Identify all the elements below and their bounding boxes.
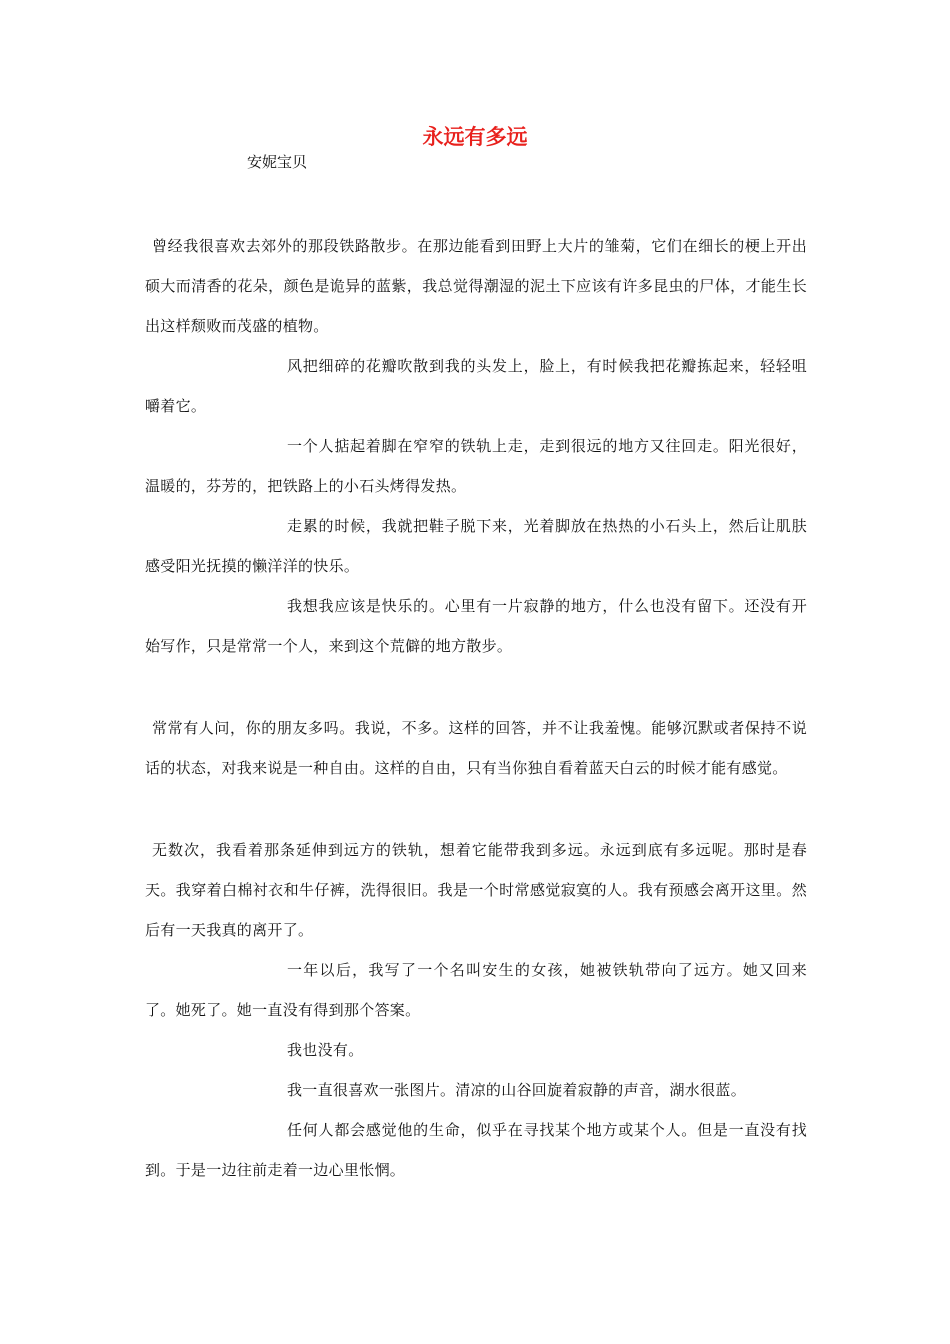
paragraph: 一个人掂起着脚在窄窄的铁轨上走，走到很远的地方又往回走。阳光很好，温暖的，芬芳的，把铁路上的小石头烤得发热。 (145, 437, 807, 495)
paragraph: 任何人都会感觉他的生命，似乎在寻找某个地方或某个人。但是一直没有找到。于是一边往前走着一边心里怅惘。 (145, 1121, 807, 1179)
page-title: 永远有多远 (422, 125, 528, 149)
paragraph: 无数次，我看着那条延伸到远方的铁轨，想着它能带我到多远。永远到底有多远呢。那时是春天。我穿着白棉衬衣和牛仔裤，洗得很旧。我是一个时常感觉寂寞的人。我有预感会离开这里。然后有一天我真的离开了。 (145, 841, 807, 939)
paragraph: 我一直很喜欢一张图片。清凉的山谷回旋着寂静的声音，湖水很蓝。 (287, 1081, 747, 1099)
paragraph: 我也没有。 (287, 1041, 364, 1059)
paragraph: 曾经我很喜欢去郊外的那段铁路散步。在那边能看到田野上大片的雏菊，它们在细长的梗上开出硕大而清香的花朵，颜色是诡异的蓝紫，我总觉得潮湿的泥土下应该有许多昆虫的尸体，才能生长出这样颓败而茂盛的植物。 (145, 237, 807, 335)
paragraph: 走累的时候，我就把鞋子脱下来，光着脚放在热热的小石头上，然后让肌肤感受阳光抚摸的懒洋洋的快乐。 (145, 517, 807, 575)
paragraph: 我想我应该是快乐的。心里有一片寂静的地方，什么也没有留下。还没有开始写作，只是常常一个人，来到这个荒僻的地方散步。 (145, 597, 807, 655)
article-body (145, 226, 807, 1190)
paragraph: 一年以后，我写了一个名叫安生的女孩，她被铁轨带向了远方。她又回来了。她死了。她一直没有得到那个答案。 (145, 961, 807, 1019)
author-name: 安妮宝贝 (247, 153, 308, 171)
paragraph: 风把细碎的花瓣吹散到我的头发上，脸上，有时候我把花瓣拣起来，轻轻咀嚼着它。 (145, 357, 807, 415)
paragraph: 常常有人问，你的朋友多吗。我说，不多。这样的回答，并不让我羞愧。能够沉默或者保持不说话的状态，对我来说是一种自由。这样的自由，只有当你独自看着蓝天白云的时候才能有感觉。 (145, 719, 807, 777)
